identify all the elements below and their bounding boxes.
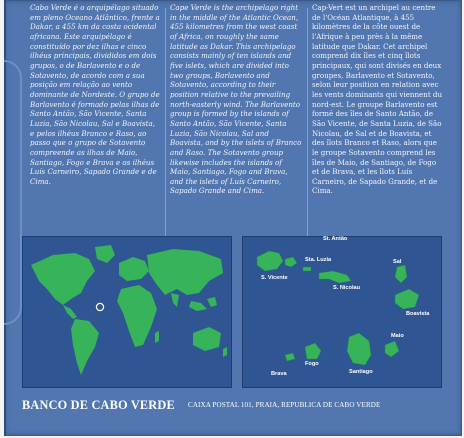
island-sao-vicente [285, 257, 297, 267]
label-sao-vicente: S. Vicente [261, 275, 288, 281]
island-maio [385, 341, 399, 357]
island-santiago [347, 333, 371, 365]
island-brava [285, 353, 295, 361]
island-fogo [305, 343, 321, 359]
column-divider [165, 8, 166, 263]
label-santa-luzia: Sta. Luzia [305, 257, 332, 263]
islands-map [242, 236, 442, 388]
label-boavista: Boavista [406, 311, 430, 317]
text-english: Cape Verde is the archipelago right in the middle of the Atlantic Ocean, 455 kilometres from the west coast of Africa, on roughly the same latitude as Dakar. This archipelago consists mainly of ten islands and five islets, which are divided into two groups, Barlavento and Sotavento, according to their position relative to the prevailing north-easterly wind. The Barlavento group is formed by the islands of Santo Antão, São Vicente, Santa Luzia, São Nicolau, Sal and Boavista, and by the islets of Branco and Raso. The Sotavento group likewise includes the islands of Maio, Santiago, Fogo and Brava, and the islets of Luís Carneiro, Sapado Grande and Cima. [170, 3, 302, 196]
label-sao-nicolau: S. Nicolau [333, 285, 361, 291]
label-santo-antao: St. Antão [323, 236, 348, 242]
label-fogo: Fogo [305, 361, 319, 367]
island-sal [395, 265, 407, 283]
world-map-graphic [23, 237, 231, 387]
text-french: Cap-Vert est un archipel au centre de l'Océan Atlantique, à 455 kilomètres de la côte ouest de l'Afrique à peu près à la même latitude que Dakar. Cet archipel comprend dix îles et cinq îlots principaux, qui sont divisés en deux groupes, Barlavento et Sotavento, selon leur position en relation avec les vents dominants qui viennent du nord-est. Le groupe Barlavento est formé des îles de Santo Antão, de São Vicente, de Santa Luzia, de São Nicolau, de Sal et de Boavista, et des îlots Branco et Raso, alors que le groupe Sotavento comprend les îles de Maio, de Santiago, de Fogo et de Brava, et les îlots Luís Carneiro, de Sapado Grande, et de Cima. [312, 3, 443, 196]
cape-verde-location-marker [96, 303, 103, 310]
island-boavista [395, 289, 419, 309]
label-sal: Sal [393, 259, 402, 265]
label-maio: Maio [391, 333, 404, 339]
label-brava: Brava [271, 371, 287, 377]
label-santiago: Santiago [349, 369, 373, 375]
bank-address: CAIXA POSTAL 101, PRAIA, REPUBLICA DE CABO VERDE [188, 401, 381, 409]
island-santa-luzia [303, 267, 311, 271]
folder-pocket-cut [4, 60, 22, 325]
bank-name: BANCO DE CABO VERDE [22, 398, 175, 412]
world-map [22, 236, 232, 388]
island-sao-nicolau [319, 271, 351, 283]
text-portuguese: Cabo Verde é o arquipélago situado em pleno Oceano Atlântico, frente a Dakar, a 455 km da costa ocidental africana. Este arquipélago é constituído por dez ilhas e cinco ilhéus principais, divididos em dois grupos, o de Barlavento e o de Sotavento, de acordo com a sua posição em relação ao vento dominante de Nordeste. O grupo de Barlavento é formado pelas ilhas de Santo Antão, São Vicente, Santa Luzia, São Nicolau, Sal e Boavista, e pelos ilhéus Branco e Raso, ao passo que o grupo de Sotavento compreende as ilhas de Maio, Santiago, Fogo e Brava e os ilhéus Luís Carneiro, Sapado Grande e de Cima. [30, 3, 160, 186]
island-santo-antao [257, 251, 283, 271]
column-divider [307, 8, 308, 263]
